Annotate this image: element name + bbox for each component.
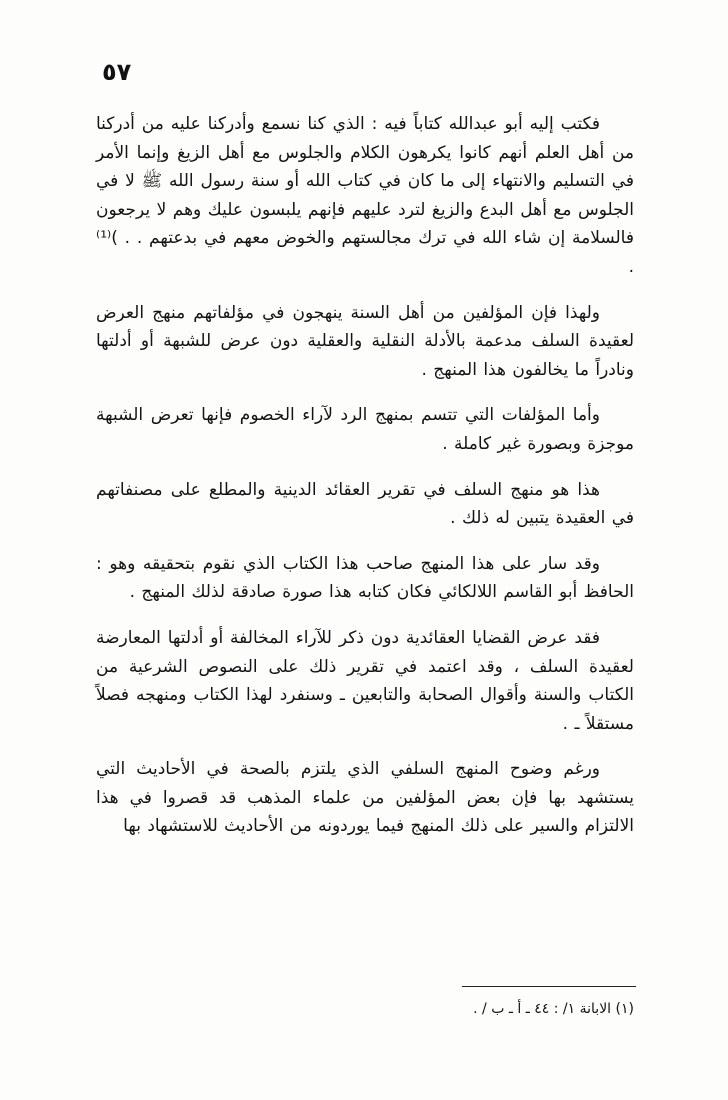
paragraph: وقد سار على هذا المنهج صاحب هذا الكتاب الذي نقوم بتحقيقه وهو : الحافظ أبو القاسم اللالكائي فكان كتابه هذا صورة صادقة لذلك المنهج . [96, 553, 634, 603]
paragraph: فقد عرض القضايا العقائدية دون ذكر للآراء المخالفة أو أدلتها المعارضة لعقيدة السلف ، وقد اعتمد في تقرير ذلك على النصوص الشرعية من الكتاب والسنة وأقوال الصحابة والتابعين ـ وسنفرد لهذا الكتاب ومنهجه فصلاً مستقلاً ـ . [96, 627, 634, 734]
body-text [96, 110, 634, 858]
footnote-separator [462, 986, 636, 987]
footnote: (١) الابانة ١/ : ٤٤ ـ أ ـ ب / . [473, 1001, 634, 1017]
paragraph: وأما المؤلفات التي تتسم بمنهج الرد لآراء الخصوم فإنها تعرض الشبهة موجزة وبصورة غير كاملة . [96, 405, 634, 454]
paragraph: ورغم وضوح المنهج السلفي الذي يلتزم بالصحة في الأحاديث التي يستشهد بها فإن بعض المؤلفين من علماء المذهب قد قصروا في هذا الالتزام والسير على ذلك المنهج فيما يوردونه من الأحاديث للاستشهاد بها [96, 759, 634, 837]
page-number: ٥٧ [102, 58, 132, 86]
paragraph: ولهذا فإن المؤلفين من أهل السنة ينهجون في مؤلفاتهم منهج العرض لعقيدة السلف مدعمة بالأدلة النقلية والعقلية دون عرض للشبهة أو أدلتها ونادراً ما يخالفون هذا المنهج . [96, 302, 634, 380]
paragraph: هذا هو منهج السلف في تقرير العقائد الدينية والمطلع على مصنفاتهم في العقيدة يتبين له ذلك . [96, 479, 634, 529]
paragraph: فكتب إليه أبو عبدالله كتاباً فيه : الذي كنا نسمع وأدركنا عليه من أدركنا من أهل العلم أنهم كانوا يكرهون الكلام والجلوس مع أهل الزيغ وإنما الأمر في التسليم والانتهاء إلى ما كان في كتاب الله أو سنة رسول الله ﷺ لا في الجلوس مع أهل البدع والزيغ لترد عليهم فإنهم يلبسون عليك وهم لا يرجعون فالسلامة إن شاء الله في ترك مجالستهم والخوض معهم في بدعتهم . . )⁽¹⁾ . [96, 114, 634, 277]
